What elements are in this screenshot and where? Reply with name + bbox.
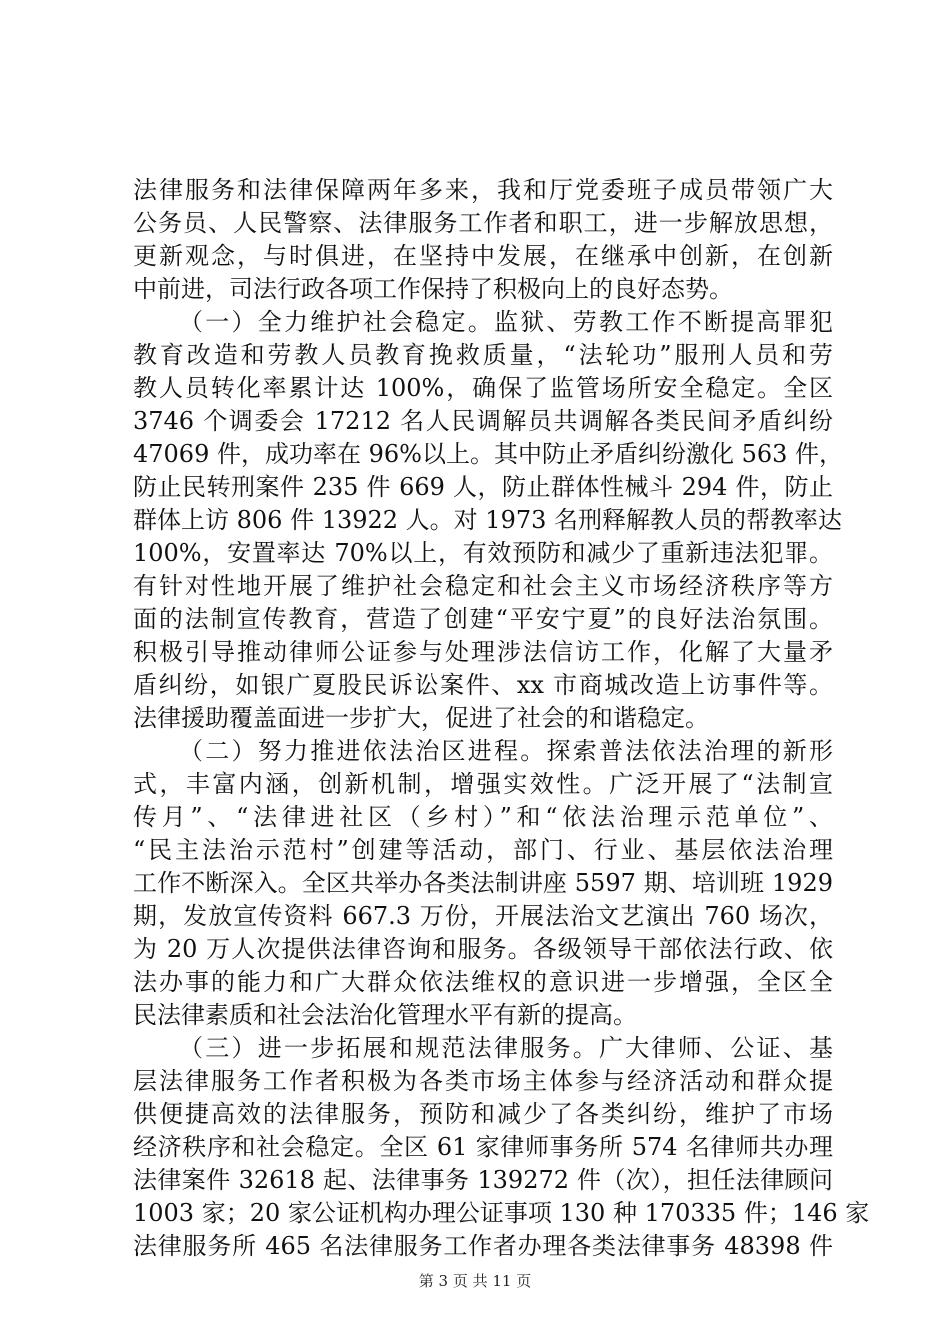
text-line: 传月”、“法律进社区（乡村）”和“依法治理示范单位”、 xyxy=(133,803,833,831)
text-line: 法律服务所 465 名法律服务工作者办理各类法律事务 48398 件 xyxy=(133,1232,833,1260)
text-line: 经济秩序和社会稳定。全区 61 家律师事务所 574 名律师共办理 xyxy=(133,1133,833,1161)
text-line: 47069 件，成功率在 96%以上。其中防止矛盾纠纷激化 563 件， xyxy=(133,440,844,468)
text-line: 法办事的能力和广大群众依法维权的意识进一步增强，全区全 xyxy=(133,968,833,996)
text-line: “民主法治示范村”创建等活动，部门、行业、基层依法治理 xyxy=(133,836,833,864)
text-line: 公务员、人民警察、法律服务工作者和职工，进一步解放思想， xyxy=(133,209,833,237)
text-line: 盾纠纷，如银广夏股民诉讼案件、xx 市商城改造上访事件等。 xyxy=(133,671,833,699)
text-line: 供便捷高效的法律服务，预防和减少了各类纠纷，维护了市场 xyxy=(133,1100,833,1128)
text-line: 有针对性地开展了维护社会稳定和社会主义市场经济秩序等方 xyxy=(133,572,833,600)
text-line: 期，发放宣传资料 667.3 万份，开展法治文艺演出 760 场次， xyxy=(133,902,833,930)
text-line: 法律案件 32618 起、法律事务 139272 件（次），担任法律顾问 xyxy=(133,1166,833,1194)
text-line: 教人员转化率累计达 100%，确保了监管场所安全稳定。全区 xyxy=(133,374,833,402)
text-line: 积极引导推动律师公证参与处理涉法信访工作，化解了大量矛 xyxy=(133,638,833,666)
section-heading-line: （三）进一步拓展和规范法律服务。广大律师、公证、基 xyxy=(179,1034,833,1062)
text-line: 更新观念，与时俱进，在坚持中发展，在继承中创新，在创新 xyxy=(133,242,833,270)
text-line: 为 20 万人次提供法律咨询和服务。各级领导干部依法行政、依 xyxy=(133,935,833,963)
section-heading-line: （一）全力维护社会稳定。监狱、劳教工作不断提高罪犯 xyxy=(179,308,833,336)
text-line: 教育改造和劳教人员教育挽救质量，“法轮功”服刑人员和劳 xyxy=(133,341,833,369)
text-line: 防止民转刑案件 235 件 669 人，防止群体性械斗 294 件，防止 xyxy=(133,473,833,501)
text-line: 法律援助覆盖面进一步扩大，促进了社会的和谐稳定。 xyxy=(133,704,709,732)
section-heading-line: （二）努力推进依法治区进程。探索普法依法治理的新形 xyxy=(179,737,833,765)
text-line: 法律服务和法律保障两年多来，我和厅党委班子成员带领广大 xyxy=(133,176,833,204)
text-line: 层法律服务工作者积极为各类市场主体参与经济活动和群众提 xyxy=(133,1067,833,1095)
text-line: 100%，安置率达 70%以上，有效预防和减少了重新违法犯罪。 xyxy=(133,539,833,567)
text-line: 群体上访 806 件 13922 人。对 1973 名刑释解教人员的帮教率达 xyxy=(133,506,843,534)
page-number-footer: 第 3 页 共 11 页 xyxy=(418,1272,532,1290)
text-line: 工作不断深入。全区共举办各类法制讲座 5597 期、培训班 1929 xyxy=(133,869,833,897)
text-line: 1003 家；20 家公证机构办理公证事项 130 种 170335 件；146 家 xyxy=(133,1199,870,1227)
text-line: 式，丰富内涵，创新机制，增强实效性。广泛开展了“法制宣 xyxy=(133,770,833,798)
text-line: 中前进，司法行政各项工作保持了积极向上的良好态势。 xyxy=(133,275,733,303)
text-line: 民法律素质和社会法治化管理水平有新的提高。 xyxy=(133,1001,637,1029)
text-line: 面的法制宣传教育，营造了创建“平安宁夏”的良好法治氛围。 xyxy=(133,605,833,633)
text-line: 3746 个调委会 17212 名人民调解员共调解各类民间矛盾纠纷 xyxy=(133,407,833,435)
